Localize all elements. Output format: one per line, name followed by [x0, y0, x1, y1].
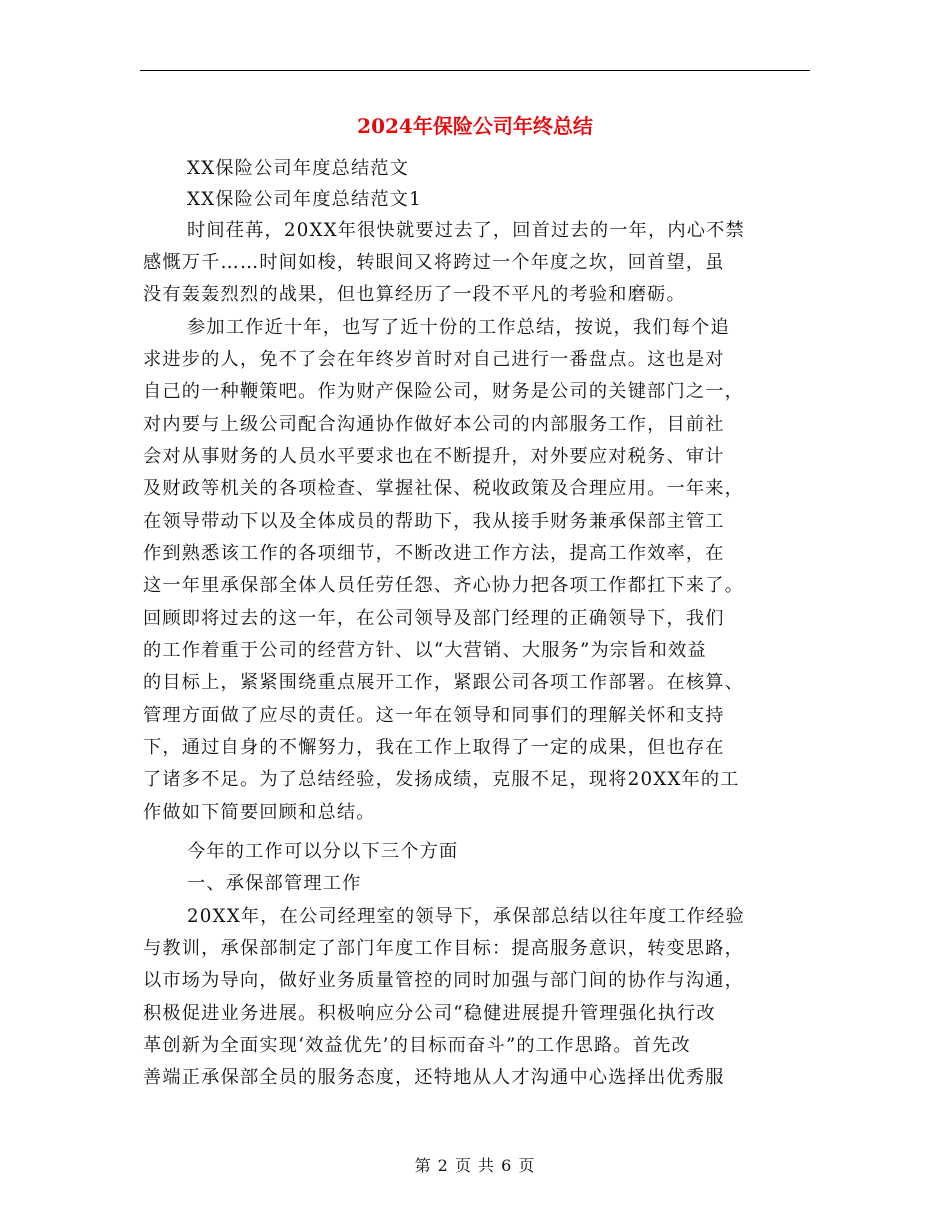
header-rule	[140, 70, 810, 71]
paragraph-line: 管理方面做了应尽的责任。这一年在领导和同事们的理解关怀和支持	[143, 705, 725, 726]
paragraph-line: 以市场为导向，做好业务质量管控的同时加强与部门间的协作与沟通，	[143, 970, 745, 991]
paragraph-line: 与教训，承保部制定了部门年度工作目标：提高服务意识，转变思路，	[143, 938, 745, 959]
paragraph-line: 回顾即将过去的这一年，在公司领导及部门经理的正确领导下，我们	[143, 608, 725, 629]
page-footer: 第 2 页 共 6 页	[414, 1156, 536, 1175]
paragraph-line: 革创新为全面实现‘效益优先’的目标而奋斗”的工作思路。首先改	[143, 1035, 691, 1056]
paragraph-line: 的目标上，紧紧围绕重点展开工作，紧跟公司各项工作部署。在核算、	[143, 672, 745, 693]
paragraph-line: 参加工作近十年，也写了近十份的工作总结，按说，我们每个追	[187, 317, 730, 338]
paragraph-line: 会对从事财务的人员水平要求也在不断提升，对外要应对税务、审计	[143, 446, 725, 467]
paragraph-line: 时间荏苒，20XX年很快就要过去了，回首过去的一年，内心不禁	[187, 220, 745, 241]
paragraph-line: 作到熟悉该工作的各项细节，不断改进工作方法，提高工作效率，在	[143, 543, 725, 564]
paragraph-line: 自己的一种鞭策吧。作为财产保险公司，财务是公司的关键部门之一，	[143, 381, 745, 402]
paragraph-line: 20XX年，在公司经理室的领导下，承保部总结以往年度工作经验	[187, 906, 745, 927]
paragraph-line: 作做如下简要回顾和总结。	[143, 802, 376, 823]
paragraph-line: 善端正承保部全员的服务态度，还特地从人才沟通中心选择出优秀服	[143, 1067, 725, 1088]
paragraph-line: XX保险公司年度总结范文	[187, 158, 410, 179]
paragraph-line: 的工作着重于公司的经营方针、以“大营销、大服务”为宗旨和效益	[143, 640, 707, 661]
paragraph-line: 了诸多不足。为了总结经验，发扬成绩，克服不足，现将20XX年的工	[143, 769, 740, 790]
paragraph-line: 没有轰轰烈烈的战果，但也算经历了一段不平凡的考验和磨砺。	[143, 284, 686, 305]
paragraph-line: 感慨万千……时间如梭，转眼间又将跨过一个年度之坎，回首望，虽	[143, 252, 725, 273]
paragraph-line: 对内要与上级公司配合沟通协作做好本公司的内部服务工作，目前社	[143, 414, 725, 435]
paragraph-line: 下，通过自身的不懈努力，我在工作上取得了一定的成果，但也存在	[143, 737, 725, 758]
document-title: 2024年保险公司年终总结	[357, 114, 593, 138]
section-heading: 一、承保部管理工作	[187, 873, 362, 894]
paragraph-line: XX保险公司年度总结范文1	[187, 189, 422, 210]
paragraph-line: 及财政等机关的各项检查、掌握社保、税收政策及合理应用。一年来，	[143, 478, 745, 499]
paragraph-line: 这一年里承保部全体人员任劳任怨、齐心协力把各项工作都扛下来了。	[143, 575, 745, 596]
paragraph-line: 积极促进业务进展。积极响应分公司“稳健进展提升管理强化执行改	[143, 1003, 716, 1024]
paragraph-line: 求进步的人，免不了会在年终岁首时对自己进行一番盘点。这也是对	[143, 349, 725, 370]
paragraph-line: 在领导带动下以及全体成员的帮助下，我从接手财务兼承保部主管工	[143, 511, 725, 532]
paragraph-line: 今年的工作可以分以下三个方面	[187, 841, 459, 862]
